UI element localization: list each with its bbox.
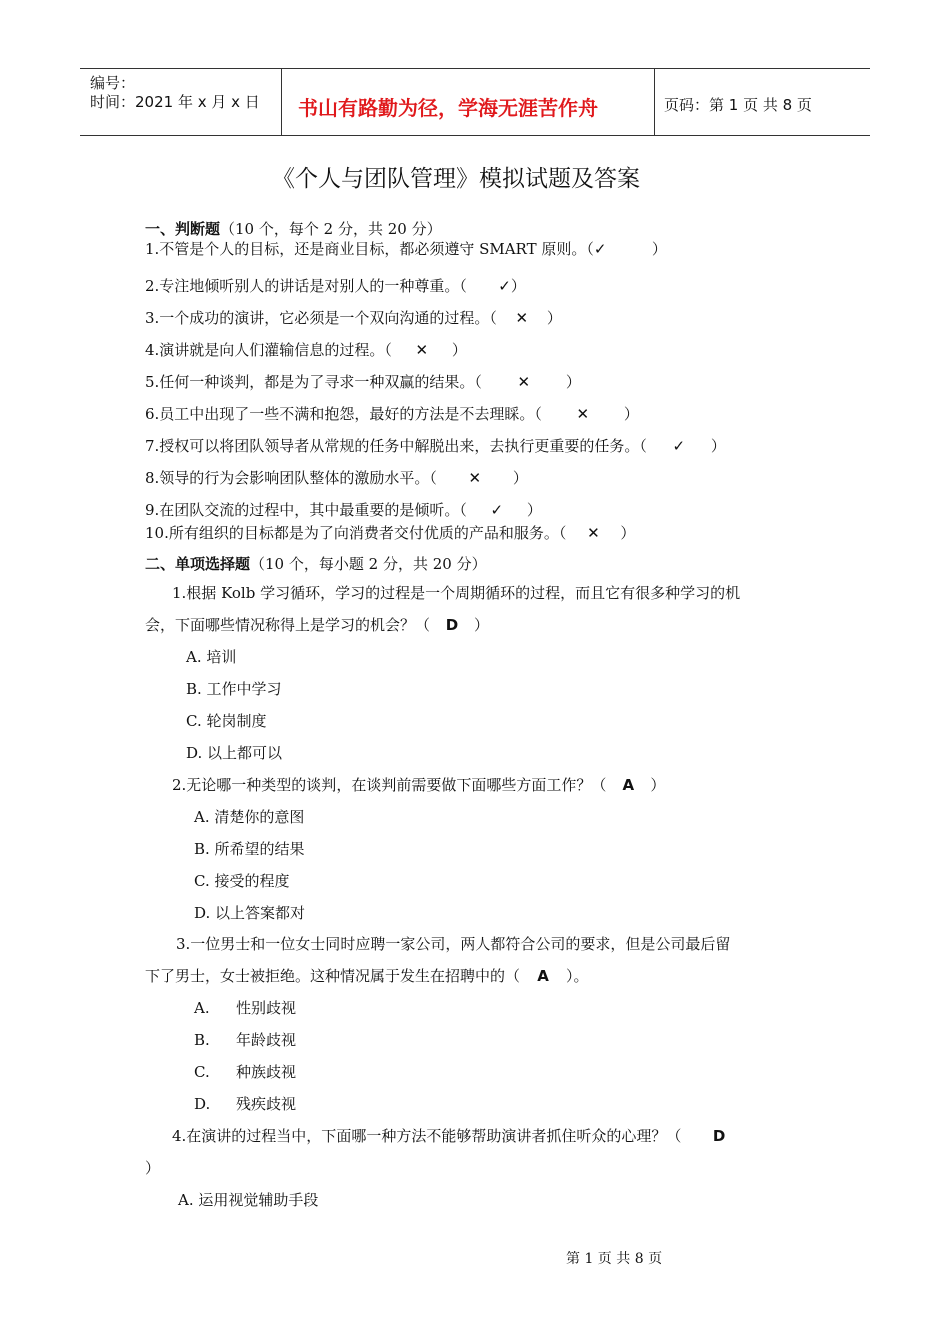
header-bottom-border — [80, 135, 870, 136]
page-footer: 第 1 页 共 8 页 — [566, 1251, 663, 1267]
judge-item-text: 10.所有组织的目标都是为了向消费者交付优质的产品和服务。（ — [145, 524, 567, 542]
q1-option-b: B. 工作中学习 — [186, 680, 282, 698]
option-letter: A. — [194, 999, 210, 1017]
page-title: 《个人与团队管理》模拟试题及答案 — [272, 166, 640, 192]
judge-item-text: 7.授权可以将团队领导者从常规的任务中解脱出来，去执行更重要的任务。（ — [145, 437, 647, 455]
question-4-line-1 — [172, 1125, 725, 1146]
judge-item-text: 5.任何一种谈判，都是为了寻求一种双赢的结果。（ — [145, 373, 482, 391]
judge-item-1 — [145, 238, 667, 259]
header-number-label: 编号： — [90, 74, 136, 92]
question-text: 会，下面哪些情况称得上是学习的机会？（ — [145, 616, 431, 634]
judge-item-text: 9.在团队交流的过程中，其中最重要的是倾听。（ — [145, 501, 467, 519]
judge-item-text: 2.专注地倾听别人的讲话是对别人的一种尊重。（ — [145, 277, 467, 295]
check-mark-icon: ✓ — [490, 501, 504, 519]
judge-item-8 — [145, 467, 528, 488]
question-3-line-2 — [145, 965, 589, 986]
q1-option-d: D. 以上都可以 — [186, 744, 283, 762]
judge-item-text: 6.员工中出现了一些不满和抱怨，最好的方法是不去理睬。（ — [145, 405, 542, 423]
judge-item-text: 4.演讲就是向人们灌输信息的过程。（ — [145, 341, 392, 359]
question-3-line-1: 3.一位男士和一位女士同时应聘一家公司，两人都符合公司的要求，但是公司最后留 — [176, 935, 731, 953]
question-close: ） — [650, 776, 666, 794]
judge-item-close: ） — [710, 437, 726, 455]
judge-item-9 — [145, 499, 542, 520]
section2-info: （10 个，每小题 2 分，共 20 分） — [250, 555, 487, 573]
judge-item-10 — [145, 522, 635, 543]
q2-option-a: A. 清楚你的意图 — [194, 808, 305, 826]
q2-option-d: D. 以上答案都对 — [194, 904, 306, 922]
judge-item-text: 8.领导的行为会影响团队整体的激励水平。（ — [145, 469, 437, 487]
option-letter: D. — [194, 1095, 211, 1113]
q3-option-b — [194, 1029, 296, 1050]
section1-info: （10 个，每个 2 分，共 20 分） — [220, 220, 442, 238]
check-mark-icon: ✓ — [498, 277, 511, 295]
question-close: ） — [474, 616, 490, 634]
judge-item-close: ） — [510, 277, 526, 295]
question-1-line-1: 1.根据 Kolb 学习循环，学习的过程是一个周期循环的过程，而且它有很多种学习的机 — [172, 584, 741, 602]
judge-item-5 — [145, 371, 581, 392]
question-4-line-2: ） — [145, 1159, 161, 1177]
judge-item-close: ） — [451, 341, 467, 359]
question-2-line-1 — [172, 774, 665, 795]
judge-item-2 — [145, 275, 526, 296]
header-page-info: 页码：第 1 页 共 8 页 — [664, 96, 812, 114]
section2-heading: 二、单项选择题 — [145, 555, 251, 573]
judge-item-4 — [145, 339, 467, 360]
option-letter: B. — [194, 1031, 210, 1049]
answer-letter: D — [712, 1127, 726, 1145]
q2-option-b: B. 所希望的结果 — [194, 840, 305, 858]
cross-mark-icon: ✕ — [468, 469, 482, 487]
q4-option-a: A. 运用视觉辅助手段 — [178, 1191, 319, 1209]
judge-item-close: ） — [512, 469, 528, 487]
judge-item-close: ） — [623, 405, 639, 423]
answer-letter: D — [445, 616, 459, 634]
question-1-line-2 — [145, 614, 489, 635]
question-text: 下了男士，女士被拒绝。这种情况属于发生在招聘中的（ — [145, 967, 521, 985]
judge-item-7 — [145, 435, 726, 456]
answer-letter: A — [537, 967, 549, 985]
cross-mark-icon: ✕ — [515, 309, 529, 327]
judge-item-close: ） — [565, 373, 581, 391]
check-mark-icon: ✓ — [593, 240, 607, 258]
judge-item-3 — [145, 307, 562, 328]
header-divider-right — [654, 68, 655, 136]
section1-heading: 一、判断题 — [145, 220, 221, 238]
question-close: ）。 — [566, 967, 589, 985]
judge-item-close: ） — [526, 501, 542, 519]
cross-mark-icon: ✕ — [587, 524, 600, 542]
judge-item-close: ） — [620, 524, 636, 542]
option-letter: C. — [194, 1063, 210, 1081]
judge-item-close: ） — [546, 309, 562, 327]
judge-item-text: 1.不管是个人的目标，还是商业目标，都必须遵守 SMART 原则。（ — [145, 240, 594, 258]
cross-mark-icon: ✕ — [415, 341, 429, 359]
cross-mark-icon: ✕ — [576, 405, 590, 423]
q3-option-a — [194, 997, 296, 1018]
header-top-border — [80, 68, 870, 69]
q3-option-d — [194, 1093, 296, 1114]
question-text: 2.无论哪一种类型的谈判，在谈判前需要做下面哪些方面工作？（ — [172, 776, 607, 794]
header-time-label: 时间：2021 年 x 月 x 日 — [90, 93, 260, 111]
option-text: 性别歧视 — [236, 999, 297, 1017]
judge-item-6 — [145, 403, 639, 424]
judge-item-close: ） — [651, 240, 667, 258]
q3-option-c — [194, 1061, 296, 1082]
check-mark-icon: ✓ — [672, 437, 686, 455]
q1-option-c: C. 轮岗制度 — [186, 712, 267, 730]
header-motto: 书山有路勤为径，学海无涯苦作舟 — [298, 96, 598, 120]
section2-heading-line — [145, 553, 487, 574]
option-text: 年龄歧视 — [236, 1031, 297, 1049]
q1-option-a: A. 培训 — [186, 648, 237, 666]
judge-item-text: 3.一个成功的演讲，它必须是一个双向沟通的过程。（ — [145, 309, 497, 327]
q2-option-c: C. 接受的程度 — [194, 872, 290, 890]
option-text: 残疾歧视 — [236, 1095, 297, 1113]
section1-heading-line — [145, 218, 442, 239]
option-text: 种族歧视 — [236, 1063, 297, 1081]
cross-mark-icon: ✕ — [517, 373, 531, 391]
answer-letter: A — [622, 776, 635, 794]
question-text: 4.在演讲的过程当中，下面哪一种方法不能够帮助演讲者抓住听众的心理？（ — [172, 1127, 682, 1145]
header-divider-left — [281, 68, 282, 136]
